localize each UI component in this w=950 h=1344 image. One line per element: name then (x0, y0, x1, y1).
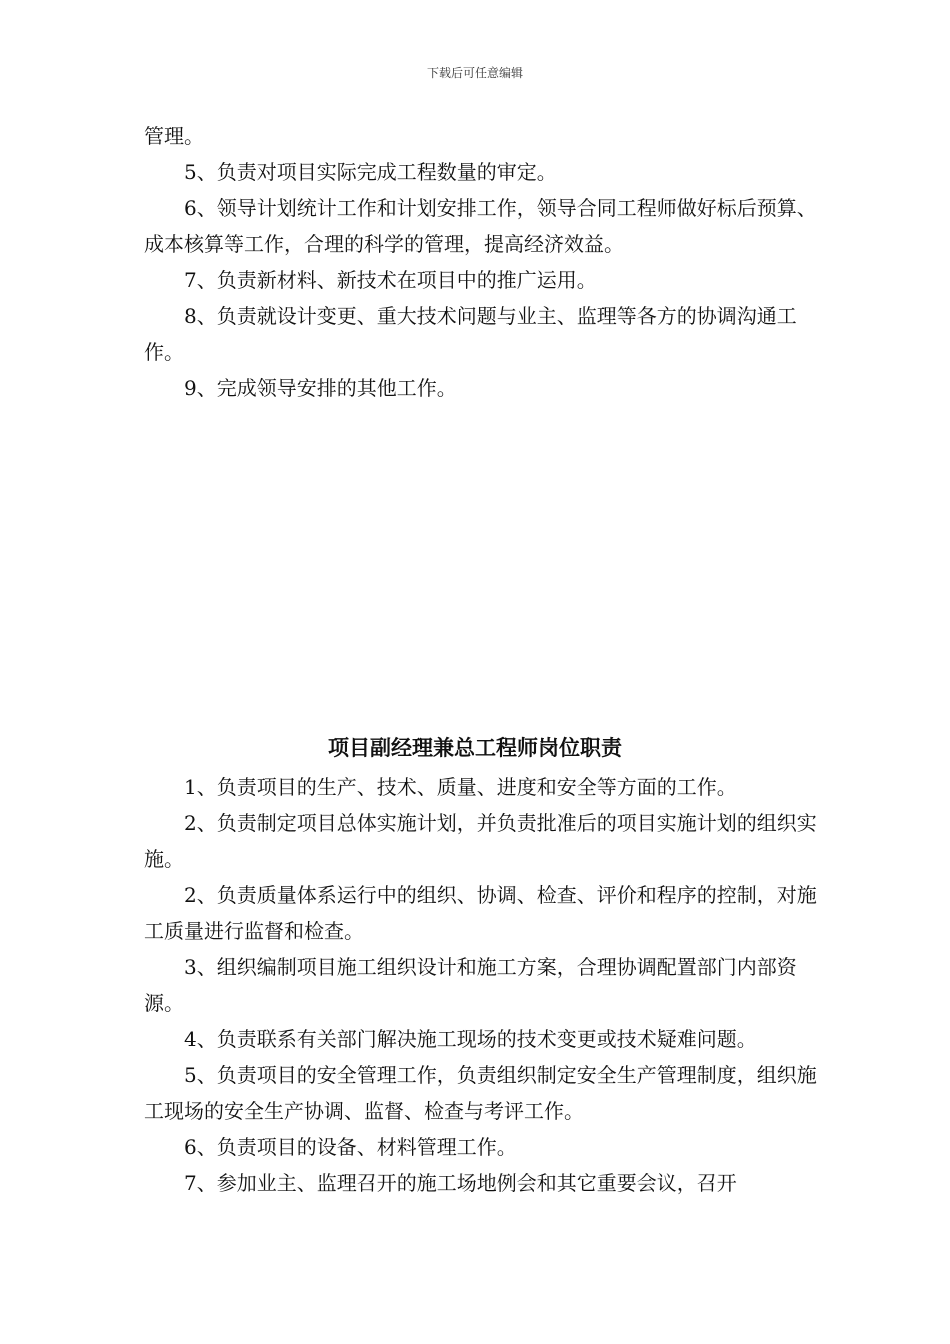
section-continued (144, 118, 824, 406)
paragraph: 3、组织编制项目施工组织设计和施工方案，合理协调配置部门内部资源。 (144, 955, 797, 1015)
paragraph: 2、负责制定项目总体实施计划，并负责批准后的项目实施计划的组织实施。 (144, 811, 817, 871)
section-duties (144, 769, 824, 1201)
paragraph: 7、负责新材料、新技术在项目中的推广运用。 (184, 268, 597, 292)
section-title: 项目副经理兼总工程师岗位职责 (328, 736, 622, 760)
paragraph: 6、负责项目的设备、材料管理工作。 (184, 1135, 517, 1159)
paragraph: 7、参加业主、监理召开的施工场地例会和其它重要会议，召开 (184, 1171, 737, 1195)
paragraph: 8、负责就设计变更、重大技术问题与业主、监理等各方的协调沟通工作。 (144, 304, 797, 364)
paragraph: 1、负责项目的生产、技术、质量、进度和安全等方面的工作。 (184, 775, 737, 799)
paragraph: 6、领导计划统计工作和计划安排工作，领导合同工程师做好标后预算、成本核算等工作，合理的科学的管理，提高经济效益。 (144, 196, 817, 256)
paragraph: 2、负责质量体系运行中的组织、协调、检查、评价和程序的控制，对施工质量进行监督和检查。 (144, 883, 817, 943)
paragraph: 5、负责项目的安全管理工作，负责组织制定安全生产管理制度，组织施工现场的安全生产协调、监督、检查与考评工作。 (144, 1063, 817, 1123)
paragraph: 9、完成领导安排的其他工作。 (184, 376, 457, 400)
page-header: 下载后可任意编辑 (426, 66, 523, 80)
paragraph: 5、负责对项目实际完成工程数量的审定。 (184, 160, 557, 184)
paragraph: 4、负责联系有关部门解决施工现场的技术变更或技术疑难问题。 (184, 1027, 757, 1051)
paragraph: 管理。 (144, 124, 204, 148)
